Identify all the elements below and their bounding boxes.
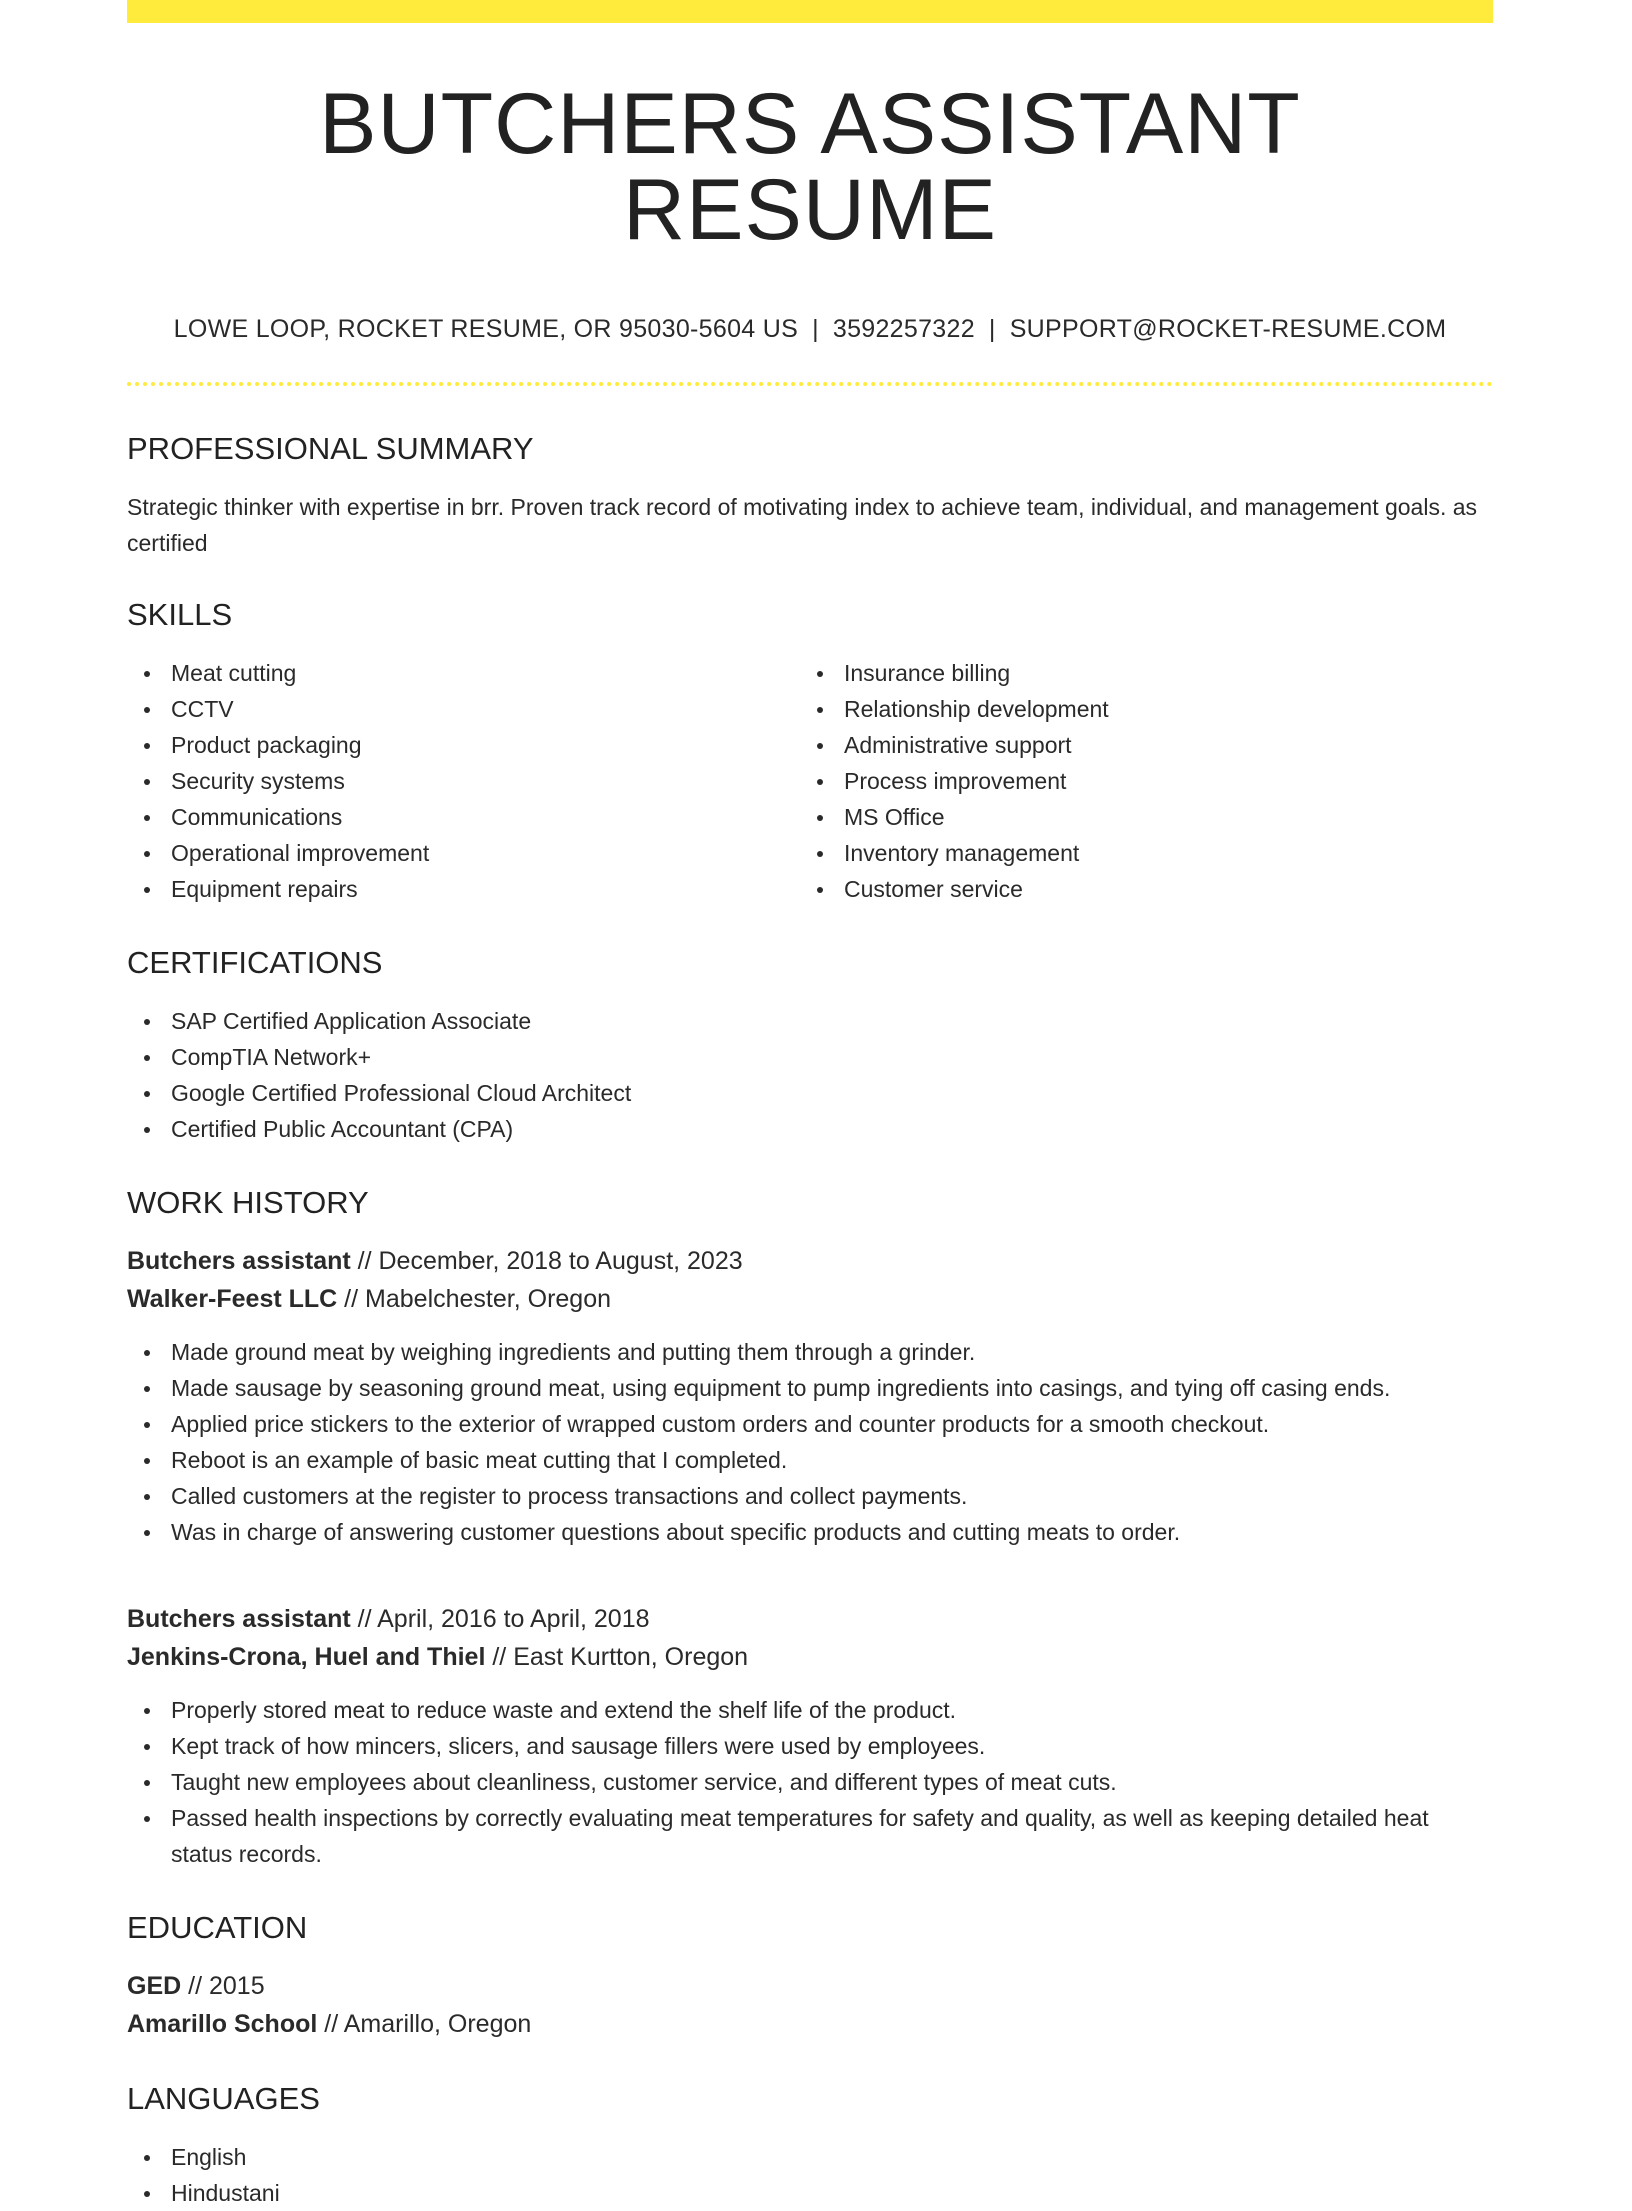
job-dates: April, 2016 to April, 2018	[377, 1605, 650, 1633]
job-company: Walker-Feest LLC	[127, 1285, 338, 1313]
job-company-line	[127, 1638, 1493, 1676]
job-duty-item: Reboot is an example of basic meat cutting that I completed.	[127, 1442, 1493, 1478]
education-heading: EDUCATION	[127, 1910, 308, 1945]
languages-list	[127, 2139, 1493, 2211]
job-duty-item: Called customers at the register to process transactions and collect payments.	[127, 1478, 1493, 1514]
job-location: Mabelchester, Oregon	[365, 1285, 612, 1313]
field-separator: //	[350, 1247, 379, 1275]
field-separator: //	[337, 1285, 366, 1313]
resume-page	[127, 0, 1493, 2211]
language-item: Hindustani	[127, 2175, 1493, 2211]
education-year: 2015	[208, 1972, 265, 2000]
job-duty-item: Passed health inspections by correctly evaluating meat temperatures for safety and quality, as well as keeping detailed heat status records.	[127, 1800, 1493, 1872]
contact-phone: 3592257322	[832, 315, 975, 343]
certification-item: Google Certified Professional Cloud Architect	[127, 1075, 1493, 1111]
field-separator: //	[350, 1605, 378, 1633]
skill-item: Customer service	[800, 871, 1473, 907]
summary-text: Strategic thinker with expertise in brr. Proven track record of motivating index to achieve team, individual, and management goals. as certified	[127, 494, 1478, 556]
skill-item: Equipment repairs	[127, 871, 800, 907]
language-item: English	[127, 2139, 1493, 2175]
contact-email[interactable]: SUPPORT@ROCKET-RESUME.COM	[1009, 315, 1447, 343]
work-history-heading: WORK HISTORY	[127, 1185, 369, 1220]
job-duty-item: Was in charge of answering customer questions about specific products and cutting meats to order.	[127, 1514, 1493, 1550]
contact-address: LOWE LOOP, ROCKET RESUME, OR 95030-5604 US	[173, 315, 799, 343]
skills-grid	[127, 655, 1493, 907]
education-degree-line	[127, 1967, 1493, 2005]
dotted-divider	[127, 382, 1493, 386]
job-title: Butchers assistant	[127, 1247, 351, 1275]
summary-heading: PROFESSIONAL SUMMARY	[127, 431, 534, 466]
education-school-line	[127, 2005, 1493, 2043]
certification-item: CompTIA Network+	[127, 1039, 1493, 1075]
job-duty-item: Taught new employees about cleanliness, customer service, and different types of meat cuts.	[127, 1764, 1493, 1800]
education-degree: GED	[127, 1972, 182, 2000]
skill-item: Inventory management	[800, 835, 1473, 871]
job-duties-list	[127, 1334, 1493, 1550]
certification-item: SAP Certified Application Associate	[127, 1003, 1493, 1039]
field-separator: //	[181, 1972, 209, 2000]
contact-line	[127, 317, 1493, 342]
education-school: Amarillo School	[127, 2010, 318, 2038]
skill-item: MS Office	[800, 799, 1473, 835]
skill-item: Relationship development	[800, 691, 1473, 727]
skill-item: Meat cutting	[127, 655, 800, 691]
resume-title: BUTCHERS ASSISTANT RESUME	[319, 76, 1301, 258]
certifications-list	[127, 1003, 1493, 1147]
skill-item: Administrative support	[800, 727, 1473, 763]
languages-heading: LANGUAGES	[127, 2081, 320, 2116]
job-duty-item: Kept track of how mincers, slicers, and sausage fillers were used by employees.	[127, 1728, 1493, 1764]
job-duties-list	[127, 1692, 1493, 1872]
field-separator: //	[485, 1643, 514, 1671]
job-dates: December, 2018 to August, 2023	[378, 1247, 743, 1275]
contact-separator: |	[988, 315, 996, 343]
job-entry	[127, 1600, 1493, 1872]
certifications-heading: CERTIFICATIONS	[127, 945, 383, 980]
job-location: East Kurtton, Oregon	[513, 1643, 749, 1671]
skill-item: Product packaging	[127, 727, 800, 763]
education-location: Amarillo, Oregon	[343, 2010, 532, 2038]
job-title-line	[127, 1600, 1493, 1638]
contact-separator: |	[812, 315, 819, 343]
certification-item: Certified Public Accountant (CPA)	[127, 1111, 1493, 1147]
education-entry	[127, 1967, 1493, 2043]
job-duty-item: Made sausage by seasoning ground meat, using equipment to pump ingredients into casings, and tying off casing ends.	[127, 1370, 1493, 1406]
job-entry	[127, 1242, 1493, 1550]
field-separator: //	[317, 2010, 344, 2038]
job-title: Butchers assistant	[127, 1605, 351, 1633]
skill-item: Process improvement	[800, 763, 1473, 799]
top-accent-bar	[127, 0, 1493, 23]
skills-list-right	[800, 655, 1473, 907]
skill-item: Security systems	[127, 763, 800, 799]
job-company: Jenkins-Crona, Huel and Thiel	[127, 1643, 486, 1671]
job-company-line	[127, 1280, 1493, 1318]
skill-item: Insurance billing	[800, 655, 1473, 691]
skills-heading: SKILLS	[127, 597, 233, 632]
skill-item: CCTV	[127, 691, 800, 727]
job-duty-item: Properly stored meat to reduce waste and extend the shelf life of the product.	[127, 1692, 1493, 1728]
job-duty-item: Made ground meat by weighing ingredients and putting them through a grinder.	[127, 1334, 1493, 1370]
skills-list-left	[127, 655, 800, 907]
skill-item: Operational improvement	[127, 835, 800, 871]
skill-item: Communications	[127, 799, 800, 835]
job-duty-item: Applied price stickers to the exterior of wrapped custom orders and counter products for a smooth checkout.	[127, 1406, 1493, 1442]
job-title-line	[127, 1242, 1493, 1280]
